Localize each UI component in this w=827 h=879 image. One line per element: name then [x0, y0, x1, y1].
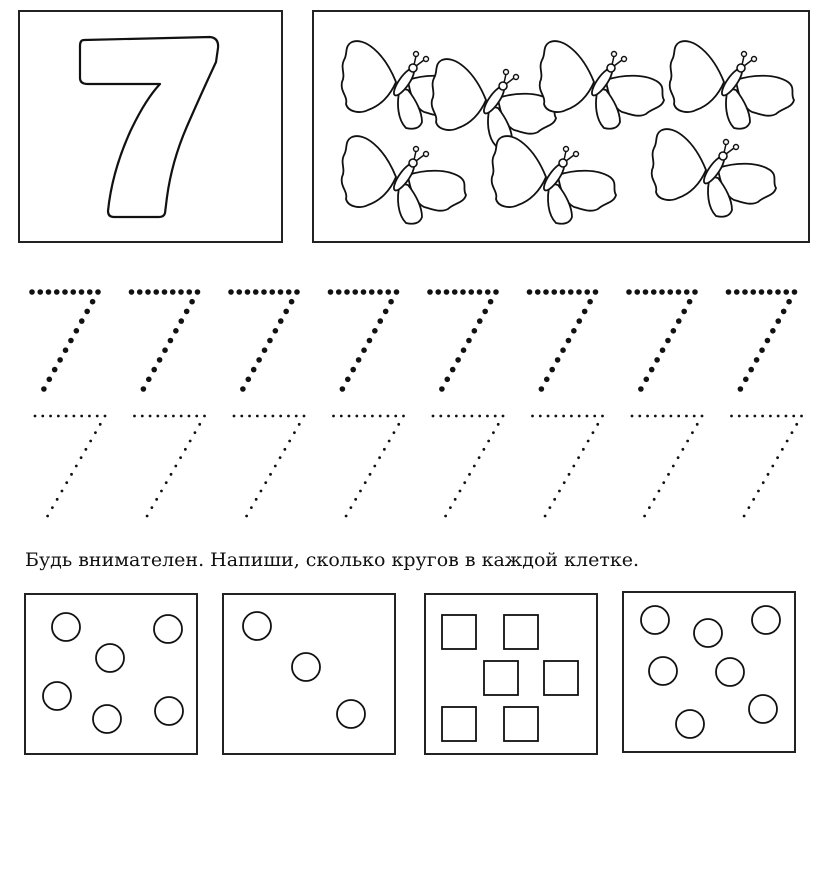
tracing-area — [0, 270, 827, 530]
fine-dotted-seven — [730, 415, 803, 518]
bold-dotted-seven — [29, 289, 101, 392]
instruction-text: Будь внимателен. Напиши, сколько кругов в каждой клетке. — [25, 549, 639, 571]
fine-dotted-seven — [332, 415, 405, 518]
bold-dotted-seven — [427, 289, 499, 392]
bold-dotted-seven — [726, 289, 798, 392]
counting-cell-3 — [424, 593, 598, 755]
circle-shape — [154, 615, 182, 643]
cell-shapes — [26, 595, 196, 753]
fine-dotted-seven — [133, 415, 206, 518]
numeral-seven-outline — [20, 12, 281, 241]
circle-shape — [93, 705, 121, 733]
bold-dotted-seven — [129, 289, 201, 392]
fine-dotted-seven — [34, 415, 107, 518]
butterfly-icon — [432, 59, 556, 147]
square-shape — [484, 661, 518, 695]
cell-shapes — [426, 595, 596, 753]
counting-cell-4 — [622, 591, 796, 753]
circle-shape — [52, 613, 80, 641]
cell-shapes — [224, 595, 394, 753]
circle-shape — [337, 700, 365, 728]
circle-shape — [676, 710, 704, 738]
numeral-box — [18, 10, 283, 243]
square-shape — [442, 615, 476, 649]
bold-dotted-seven — [228, 289, 300, 392]
bold-dotted-seven — [626, 289, 698, 392]
square-shape — [504, 615, 538, 649]
fine-dotted-seven — [432, 415, 505, 518]
bold-dotted-seven — [328, 289, 400, 392]
cell-shapes — [624, 593, 794, 751]
circle-shape — [155, 697, 183, 725]
butterfly-icon — [652, 129, 776, 217]
counting-cell-1 — [24, 593, 198, 755]
butterfly-icon — [670, 41, 794, 129]
circle-shape — [752, 606, 780, 634]
butterfly-group — [314, 12, 808, 241]
butterfly-box — [312, 10, 810, 243]
counting-cell-2 — [222, 593, 396, 755]
tracing-rows — [0, 270, 827, 530]
butterfly-icon — [492, 136, 616, 224]
square-shape — [504, 707, 538, 741]
circle-shape — [641, 606, 669, 634]
circle-shape — [292, 653, 320, 681]
circle-shape — [96, 644, 124, 672]
bold-dotted-seven — [527, 289, 599, 392]
fine-dotted-seven — [233, 415, 306, 518]
butterfly-icon — [540, 41, 664, 129]
circle-shape — [716, 658, 744, 686]
circle-shape — [694, 619, 722, 647]
circle-shape — [43, 682, 71, 710]
square-shape — [442, 707, 476, 741]
fine-dotted-seven — [631, 415, 704, 518]
circle-shape — [749, 695, 777, 723]
circle-shape — [243, 612, 271, 640]
fine-dotted-seven — [531, 415, 604, 518]
circle-shape — [649, 657, 677, 685]
square-shape — [544, 661, 578, 695]
butterfly-icon — [342, 136, 466, 224]
